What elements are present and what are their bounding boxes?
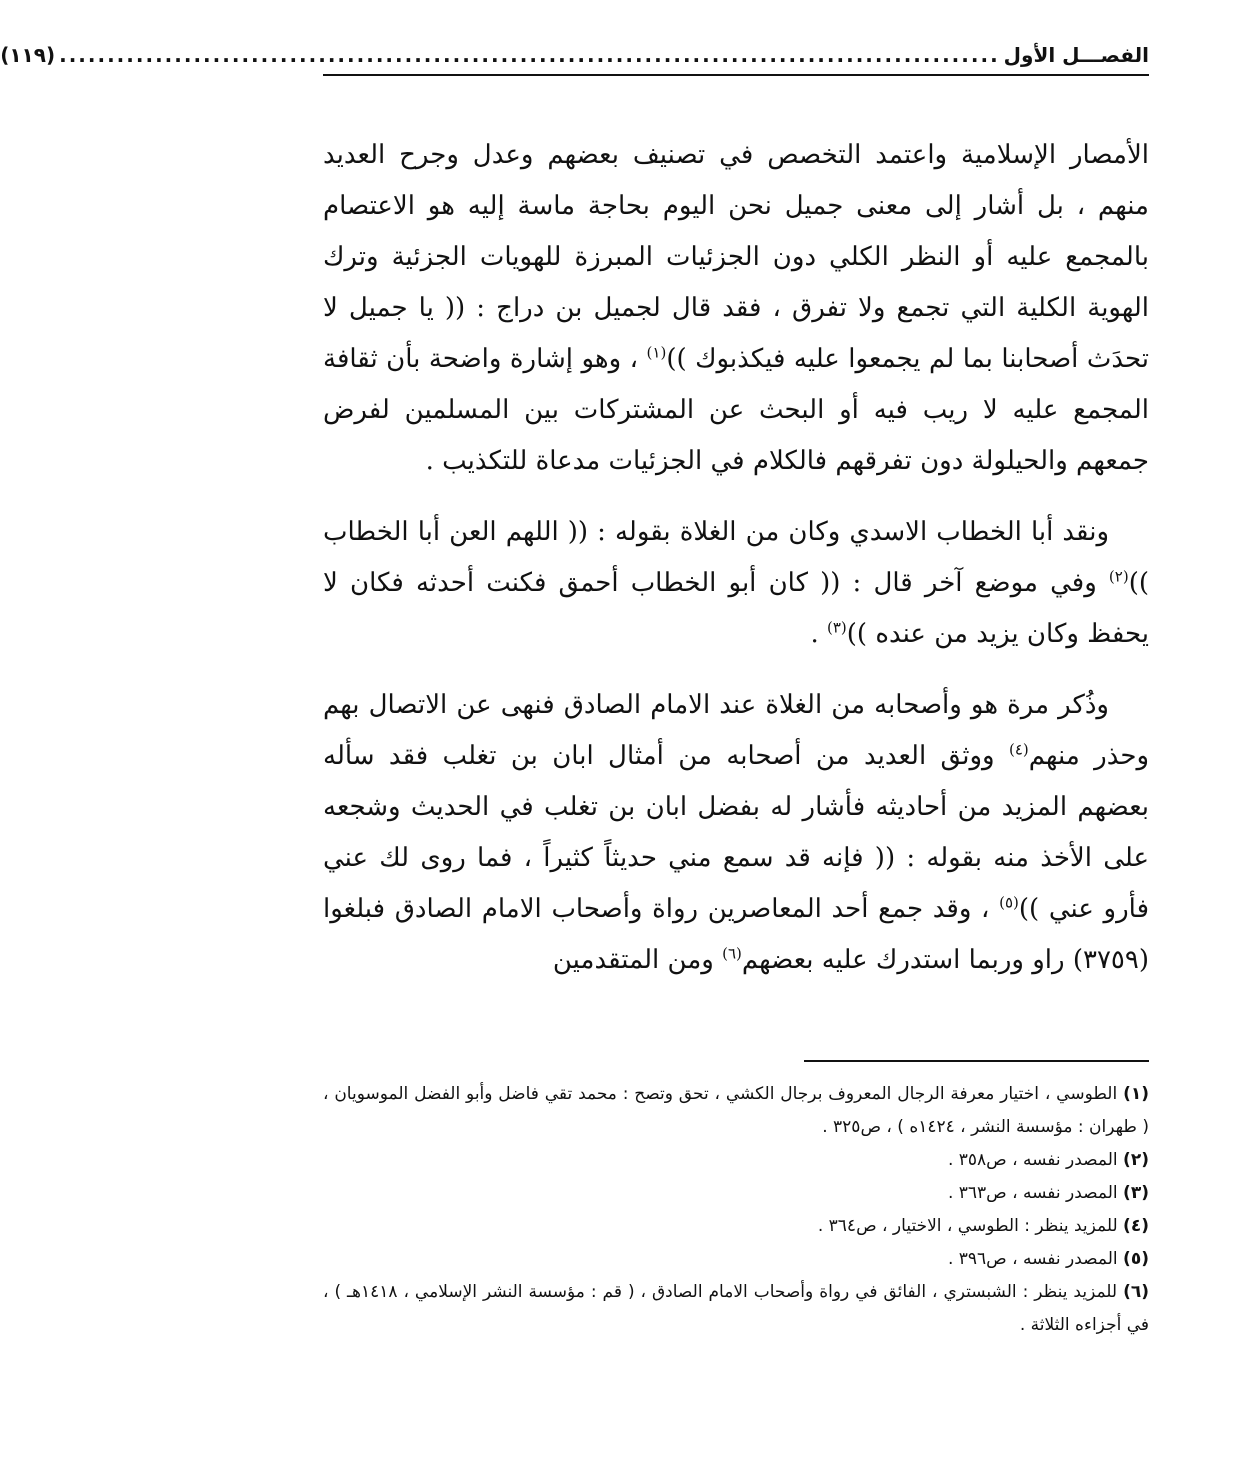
paragraph-text: وذُكر مرة هو وأصحابه من الغلاة عند الامام الصادق فنهى عن الاتصال بهم وحذر منهم (323, 690, 1150, 771)
header-leader-dots: .................................................................................................. (59, 43, 1000, 67)
running-header (0, 40, 1149, 76)
paragraph-1 (323, 130, 1149, 487)
footnote-2 (323, 1144, 1149, 1177)
footnote-reference: (٥) (999, 893, 1019, 912)
paragraph-text: ونقد أبا الخطاب الاسدي وكان من الغلاة بقوله : (( اللهم العن أبا الخطاب )) (323, 517, 1149, 598)
footnote-1 (323, 1078, 1149, 1144)
footnote-number: (٢) (1123, 1150, 1149, 1170)
paragraph-text: . (810, 619, 827, 649)
footnote-number: (٣) (1123, 1183, 1149, 1203)
footnote-separator (804, 1060, 1149, 1062)
footnote-3 (323, 1177, 1149, 1210)
footnote-text: المصدر نفسه ، ص٣٦٣ . (947, 1183, 1118, 1203)
footnote-number: (٤) (1123, 1216, 1149, 1236)
paragraph-2 (323, 507, 1149, 660)
paragraph-text: ، وهو إشارة واضحة بأن ثقافة المجمع عليه لا ريب فيه أو البحث عن المشتركات بين المسلمين لفرض جمعهم والحيلولة دون تفرقهم فالكلام في الجزئيات مدعاة للتكذيب . (323, 344, 1149, 476)
footnotes (323, 1078, 1149, 1342)
book-page (0, 40, 1150, 1450)
footnote-6 (323, 1276, 1149, 1342)
footnote-reference: (٣) (826, 618, 847, 637)
footnote-number: (١) (1123, 1084, 1150, 1104)
footnote-number: (٦) (1123, 1282, 1150, 1302)
chapter-title: الفصـــل الأول (1003, 43, 1149, 67)
page-number: (١١٩) (0, 43, 56, 67)
paragraph-text: ، وقد جمع أحد المعاصرين رواة وأصحاب الامام الصادق فبلغوا (٣٧٥٩) راو وربما استدرك عليه بعضهم (323, 894, 1149, 975)
footnote-reference: (٤) (1008, 740, 1029, 759)
paragraph-text: ومن المتقدمين (552, 945, 723, 975)
footnote-text: للمزيد ينظر : الطوسي ، الاختيار ، ص٣٦٤ . (817, 1216, 1118, 1236)
paragraph-3 (323, 680, 1149, 986)
paragraph-text: وفي موضع آخر قال : (( كان أبو الخطاب أحمق فكنت أحدثه فكان لا يحفظ وكان يزيد من عنده )) (323, 568, 1149, 649)
footnote-text: المصدر نفسه ، ص٣٩٦ . (947, 1249, 1118, 1269)
paragraph-text: الأمصار الإسلامية واعتمد التخصص في تصنيف بعضهم وعدل وجرح العديد منهم ، بل أشار إلى معنى جميل نحن اليوم بحاجة ماسة إليه هو الاعتصام بالمجمع عليه أو النظر الكلي دون الجزئيات المبرزة للهويات الجزئية وترك الهوية الكلية التي تجمع ولا تفرق ، فقد قال لجميل بن دراج : (( يا جميل لا تحدَث أصحابنا بما لم يجمعوا عليه فيكذبوك )) (323, 140, 1149, 374)
footnote-number: (٥) (1123, 1249, 1149, 1269)
footnote-5 (323, 1243, 1149, 1276)
footnote-4 (323, 1210, 1149, 1243)
footnote-reference: (٦) (722, 944, 742, 963)
paragraph-text: ووثق العديد من أصحابه من أمثال ابان بن تغلب فقد سأله بعضهم المزيد من أحاديثه فأشار له بفضل ابان بن تغلب في الحديث وشجعه على الأخذ منه بقوله : (( فإنه قد سمع مني حديثاً كثيراً ، فما روى لك عني فأرو عني )) (323, 741, 1150, 924)
footnote-text: الطوسي ، اختيار معرفة الرجال المعروف برجال الكشي ، تحق وتصح : محمد تقي فاضل وأبو الفضل الموسويان ، ( طهران : مؤسسة النشر ، ١٤٢٤ه ) ، ص٣٢٥ . (323, 1084, 1149, 1137)
footnote-text: للمزيد ينظر : الشبستري ، الفائق في رواة وأصحاب الامام الصادق ، ( قم : مؤسسة النشر الإسلامي ، ١٤١٨هـ ) ، في أجزاءه الثلاثة . (323, 1282, 1149, 1335)
footnote-reference: (١) (646, 343, 667, 362)
footnote-text: المصدر نفسه ، ص٣٥٨ . (947, 1150, 1118, 1170)
main-text (323, 130, 1149, 986)
footnote-reference: (٢) (1108, 567, 1129, 586)
